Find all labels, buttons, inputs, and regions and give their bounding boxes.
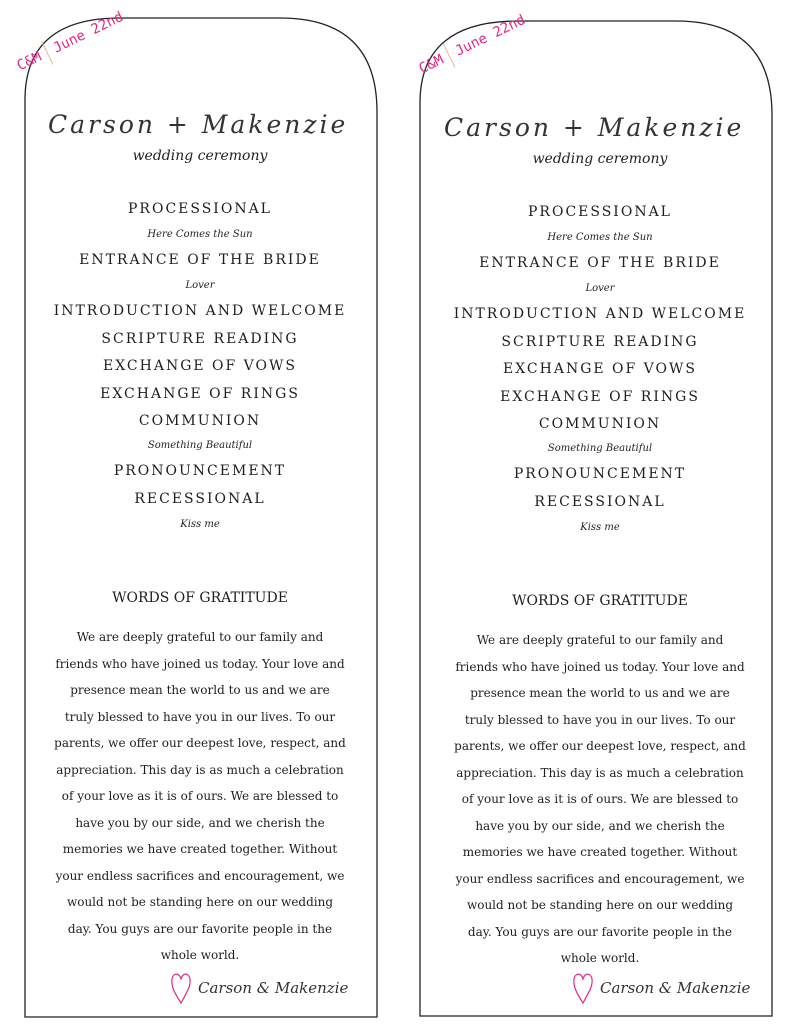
song-title: Lover — [185, 280, 215, 291]
song-title: Kiss me — [180, 519, 220, 530]
order-item: COMMUNION — [138, 413, 262, 429]
gratitude-line: have you by our side, and we cherish the — [475, 818, 725, 833]
signature-names: Carson & Makenzie — [198, 979, 349, 997]
order-item: ENTRANCE OF THE BRIDE — [79, 252, 321, 268]
program-card-right — [400, 3, 794, 1032]
stamp-initials: C&M — [416, 51, 447, 78]
gratitude-line: truly blessed to have you in our lives. To our — [64, 709, 336, 724]
gratitude-line: truly blessed to have you in our lives. To our — [464, 712, 736, 727]
song-title: Here Comes the Sun — [147, 229, 253, 240]
gratitude-line: would not be standing here on our wedding — [466, 898, 734, 912]
gratitude-line: your endless sacrifices and encouragement, we — [55, 868, 345, 883]
gratitude-line: presence mean the world to us and we are — [70, 683, 330, 697]
stamp-date: June 22nd — [50, 8, 126, 57]
order-item: EXCHANGE OF VOWS — [102, 358, 298, 374]
order-item: PROCESSIONAL — [528, 204, 672, 220]
order-item: PRONOUNCEMENT — [113, 463, 287, 479]
ceremony-subtitle: wedding ceremony — [132, 148, 268, 164]
song-title: Something Beautiful — [147, 440, 253, 451]
gratitude-line: have you by our side, and we cherish the — [75, 815, 325, 830]
gratitude-message — [0, 624, 400, 969]
signature-names: Carson & Makenzie — [600, 979, 751, 997]
signature — [170, 970, 348, 1006]
order-item: RECESSIONAL — [534, 494, 666, 510]
gratitude-line: of your love as it is of ours. We are blessed to — [61, 789, 339, 803]
order-item: INTRODUCTION AND WELCOME — [453, 306, 747, 322]
gratitude-line: presence mean the world to us and we are — [470, 686, 730, 700]
order-item: EXCHANGE OF VOWS — [502, 361, 698, 377]
gratitude-message — [400, 627, 794, 972]
gratitude-line: memories we have created together. Without — [462, 845, 738, 859]
gratitude-line: friends who have joined us today. Your love and — [455, 659, 745, 674]
gratitude-line: We are deeply grateful to our family and — [476, 633, 724, 647]
heart-icon — [170, 970, 192, 1006]
order-item: PROCESSIONAL — [128, 201, 272, 217]
order-item: PRONOUNCEMENT — [513, 466, 687, 482]
gratitude-line: day. You guys are our favorite people in the — [467, 924, 733, 939]
gratitude-line: parents, we offer our deepest love, respect, and — [54, 736, 346, 750]
song-title: Kiss me — [580, 522, 620, 533]
ceremony-subtitle: wedding ceremony — [532, 151, 668, 167]
gratitude-line: memories we have created together. Without — [62, 842, 338, 856]
gratitude-line: parents, we offer our deepest love, respect, and — [454, 739, 746, 753]
gratitude-line: appreciation. This day is as much a celebration — [56, 762, 344, 777]
gratitude-line: of your love as it is of ours. We are blessed to — [461, 792, 739, 806]
couple-names: Carson + Makenzie — [48, 110, 349, 139]
order-item: SCRIPTURE READING — [501, 334, 699, 350]
heart-icon — [572, 970, 594, 1006]
gratitude-line: your endless sacrifices and encouragement, we — [455, 871, 745, 886]
song-title: Something Beautiful — [547, 443, 653, 454]
gratitude-heading: WORDS OF GRATITUDE — [112, 590, 288, 606]
order-item: SCRIPTURE READING — [101, 331, 299, 347]
order-item: ENTRANCE OF THE BRIDE — [479, 255, 721, 271]
gratitude-line: whole world. — [160, 948, 240, 962]
gratitude-line: would not be standing here on our wedding — [66, 895, 334, 909]
song-title: Here Comes the Sun — [547, 232, 653, 243]
gratitude-line: whole world. — [560, 951, 640, 965]
couple-names: Carson + Makenzie — [444, 113, 745, 142]
song-title: Lover — [585, 283, 615, 294]
gratitude-line: day. You guys are our favorite people in the — [67, 921, 333, 936]
order-item: COMMUNION — [538, 416, 662, 432]
gratitude-line: appreciation. This day is as much a celebration — [456, 765, 744, 780]
order-item: EXCHANGE OF RINGS — [100, 386, 300, 402]
stamp-initials: C&M — [14, 48, 45, 75]
gratitude-heading: WORDS OF GRATITUDE — [512, 593, 688, 609]
gratitude-line: We are deeply grateful to our family and — [76, 630, 324, 644]
order-item: INTRODUCTION AND WELCOME — [53, 303, 347, 319]
signature — [572, 970, 750, 1006]
order-item: EXCHANGE OF RINGS — [500, 389, 700, 405]
order-item: RECESSIONAL — [134, 491, 266, 507]
gratitude-line: friends who have joined us today. Your love and — [55, 656, 345, 671]
stamp-date: June 22nd — [452, 11, 528, 60]
